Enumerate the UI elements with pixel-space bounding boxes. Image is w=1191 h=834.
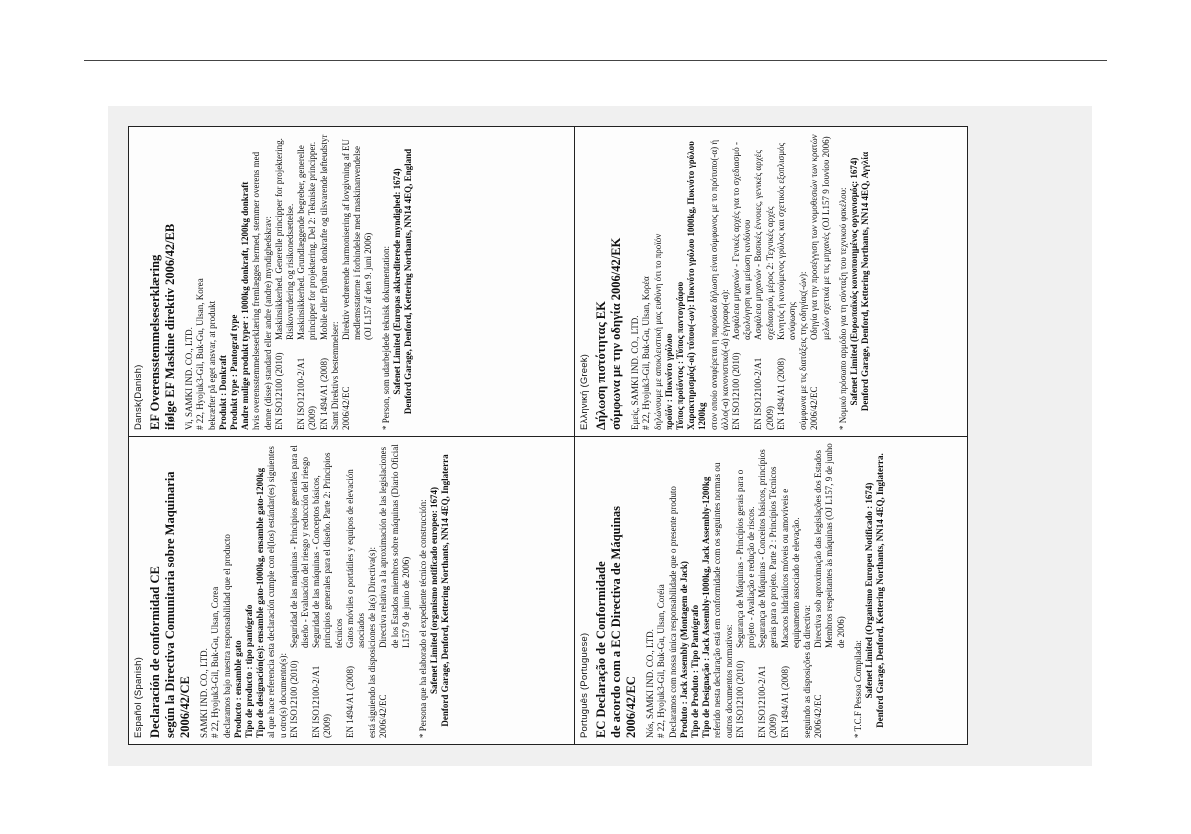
directive-code: 2006/42/EC xyxy=(341,386,352,430)
declaration-line: referido nesta declaração está em conformidade com os seguintes normas ou outros documentos normativos: xyxy=(712,462,734,738)
bottom-half xyxy=(129,437,967,744)
declaration-title: de acordo com a EC Directiva de Máquinas 2006/42/EC xyxy=(609,505,639,738)
standard-row xyxy=(274,133,296,430)
greek-declaration xyxy=(575,127,967,436)
directive-intro: σύμφωνα με τις διατάξεις της οδηγίας(-ών): xyxy=(798,271,809,430)
standard-code: EN ISO12100 (2010) xyxy=(288,660,299,738)
directive-intro: está siguiendo las disposiciones de la(s) Directiva(s): xyxy=(367,547,378,738)
declaration-line: declaramos bajo nuestra responsabilidad que el producto xyxy=(221,534,232,738)
notified-body-address: Denford Garage, Denford, Kettering Northants, NN14 4EQ, Inglaterra xyxy=(440,454,451,727)
declaration-title: ifølge EF Maskine direktiv 2006/42/EB xyxy=(163,223,178,430)
directive-row xyxy=(341,133,375,430)
notified-body: Safenet Limited (Organismo Europeu Notificado : 1674) xyxy=(864,482,875,699)
directive-description: Directiva sob aproximação das legislações dos Estados Membros respeitantes às máquinas (OJ L157, 9 de junho de 2006) xyxy=(813,443,846,648)
greek-panel xyxy=(575,127,967,436)
standard-code: EN ISO12100 (2010) xyxy=(273,352,284,430)
standard-row xyxy=(776,133,798,430)
standard-description: Seguridad de las máquinas - Principios generales para el diseño - Evaluación del riesgo y reducción del riesgo xyxy=(288,445,311,648)
directive-row xyxy=(809,133,831,430)
declaration-line: Tipo de designación(es): ensamble gato-1000kg, ensamble gato-1200kg xyxy=(255,467,266,738)
declaration-line: Produto : Jack Assembly (Montagem de Jack) xyxy=(678,561,689,738)
directive-description: Οδηγία για την προσέγγιση των νομοθεσιών των κρατών μελών σχετικά με τις μηχανές (OJ L157 9 Ιουνίου 2006) xyxy=(809,134,831,340)
portuguese-panel xyxy=(575,437,967,744)
notified-body-address: Denford Garage, Denford, Kettering Northants, NN14 4EQ, England xyxy=(403,148,414,415)
declaration-line: στον οποίο αναφέρεται η παρούσα δήλωση είναι σύμφωνος με το πρότυπο(-α) ή άλλο(-α) κανονιστικό(-ά) έγγραφο(-α): xyxy=(708,139,730,430)
top-half xyxy=(129,127,967,436)
declaration-line: Vi, SAMKI IND. CO., LTD. xyxy=(184,327,195,430)
standard-row xyxy=(345,443,367,738)
declaration-line: bekræfter på eget ansvar, at produkt xyxy=(206,300,217,430)
declaration-line: denne (disse) standard eller andre (andre) myndighedskrav: xyxy=(262,216,273,430)
standard-code: EN ISO12100-2/A1 (2009) xyxy=(753,357,775,430)
declaration-title: EF Overensstemmelseserklæring xyxy=(148,254,163,430)
directive-intro: seguindo as disposições da directiva: xyxy=(802,605,813,738)
declaration-line: # 22, Hyojuk3-Gil, Buk-Gu, Ulsan, Corea xyxy=(210,586,221,738)
standard-description: Κινητός ή κινούμενος γρύλος και σχετικός εξοπλισμός ανύψωσης xyxy=(775,142,798,340)
technical-file-person: * Νομικό πρόσωπο αρμόδιο για τη σύνταξη του τεχνικού φακέλου: xyxy=(837,187,848,430)
standard-description: Ασφάλεια μηχανών - Βασικές έννοιες, γενικές αρχές σχεδιασμού, μέρος 2: Τεχνικές αρχές xyxy=(753,150,775,340)
standard-row xyxy=(753,133,775,430)
declaration-line: hvis overensstemmelseserklæring fremlægges hermed, stemmer overens med xyxy=(251,151,262,430)
declaration-line: Produkt type : Pantograf type xyxy=(229,314,240,430)
standard-description: Seguridad de las máquinas - Conceptos básicos, principios generales para el diseño. Parte 2: Principios técnicos xyxy=(311,452,344,648)
declaration-line: Tipo de producto : tipo pantógrafo xyxy=(244,604,255,738)
standard-description: Gatos móviles o portátiles y equipos de elevación asociados xyxy=(344,469,367,648)
declaration-title: EC Declaração de Conformidade xyxy=(594,561,609,738)
standard-row xyxy=(757,443,779,738)
standard-row xyxy=(311,443,345,738)
standard-code: EN 1494/A1 (2008) xyxy=(344,666,355,738)
language-label: Dansk(Danish) xyxy=(133,364,144,430)
standard-row xyxy=(735,443,757,738)
directive-description: Directiva relativa a la aproximación de las legislaciones de los Estados miembros sobre máquinas (Diario Oficial L157 9 de junio de 2006) xyxy=(378,444,411,648)
declaration-title: según la Directiva Comunitaria sobre Maquinaria 2006/42/CE xyxy=(163,471,193,738)
declaration-title: Declaración de conformidad CE xyxy=(148,566,163,738)
declaration-line: Εμείς, SAMKI IND. CO., LTD. xyxy=(630,315,641,430)
standard-row xyxy=(780,443,802,738)
declaration-line: # 22, Hyojuk3-Gil, Buk-Gu, Ulsan, Coréia xyxy=(656,584,667,738)
directive-row xyxy=(813,443,847,738)
declaration-sheet xyxy=(128,126,968,745)
technical-file-person: * T.C.F Pessoa Compilada: xyxy=(852,640,863,738)
declaration-line: Χαρακτηρισμός(-οί) τύπου(-ων): Πυκνότο γρύλου 1000kg, Πυκνότο γρύλου 1200kg xyxy=(686,141,708,430)
notified-body: Safenet Limited (Europas akkrediterede myndighed: 1674) xyxy=(391,168,402,395)
directive-intro: Samt Direktivs bestemmelser: xyxy=(329,321,340,430)
declaration-title: σύμφωνα με την οδηγία 2006/42/ΕΚ xyxy=(609,237,624,430)
scanned-page xyxy=(108,106,1092,766)
declaration-line: Tipo de Produto : Tipo Pantógrafo xyxy=(690,604,701,738)
technical-file-person: * Person, som udarbejdede teknisk dokumentation: xyxy=(380,246,391,430)
declaration-line: Nós, SAMKI IND. CO., LTD. xyxy=(645,629,656,738)
spanish-panel xyxy=(129,437,574,744)
declaration-line: # 22, Hyojuk3-Gil, Buk-Gu, Ulsan, Korea xyxy=(195,278,206,430)
standard-row xyxy=(296,133,318,430)
directive-code: 2006/42/EC xyxy=(813,694,824,738)
notified-body: Safenet Limited (Ευρωπαϊκός κοινοποιημένος οργανισμός: 1674) xyxy=(849,157,860,406)
top-rule xyxy=(84,60,1107,61)
standard-description: Ασφάλεια μηχανών - Γενικές αρχές για το σχεδιασμό - αξιολόγηση και μείωση κινδύνου xyxy=(731,142,753,340)
standard-description: Macacos hidráulicos móveis ou amovíveis e equipamento associado de elevação. xyxy=(779,488,801,648)
standard-row xyxy=(731,133,753,430)
notified-body-address: Denford Garage, Denford, Kettering Northants, NN14 4EQ, Αγγλία xyxy=(860,151,871,412)
declaration-line: al que hace referencia esta declaración cumple con el(los) estándar(es) siguientes u otro(s) documento(s): xyxy=(266,446,288,738)
directive-description: Direktiv vedrørende harmonisering af lovgivning af EU medlemsstaterne i forbindelse med maskinanvendelse (OJ L157 af den 9. juni 2006) xyxy=(341,139,374,340)
spanish-declaration xyxy=(129,437,574,744)
standard-code: EN ISO12100 (2010) xyxy=(731,352,742,430)
notified-body: Safenet Limited (organismo notificado europeo: 1674) xyxy=(429,486,440,695)
standard-description: Maskinsikkerhed. Grundlæggende begreber, generelle principper for projektering. Del 2: Tekniske principper. xyxy=(296,141,318,340)
standard-row xyxy=(319,133,330,430)
danish-declaration xyxy=(129,127,574,436)
declaration-line: Andre mulige produkt typer : 1000kg donkraft, 1200kg donkraft xyxy=(240,181,251,430)
directive-code: 2006/42/EC xyxy=(378,694,389,738)
standard-code: EN ISO12100-2/A1 (2009) xyxy=(757,665,779,738)
directive-row xyxy=(378,443,412,738)
declaration-line: προϊόν : Πυκνότο γρύλου xyxy=(663,333,674,430)
declaration-line: SAMKI IND. CO., LTD. xyxy=(199,648,210,738)
declaration-line: # 22, Hyojuk3-Gil, Buk-Gu, Ulsan, Κορέα xyxy=(641,276,652,430)
language-label: Ελληνική (Greek) xyxy=(579,353,590,430)
technical-file-person: * Persona que ha elaborado el expediente técnico de construcción: xyxy=(418,499,429,738)
language-label: Português (Portuguese) xyxy=(579,632,590,738)
standard-row xyxy=(289,443,311,738)
standard-code: EN 1494/A1 (2008) xyxy=(779,666,790,738)
declaration-title: Δήλωση πιστότητας ΕΚ xyxy=(594,301,609,430)
declaration-line: Declaramos com nossa única responsabilidade que o presente produto xyxy=(667,486,678,738)
standard-description: Mobile eller flytbare donkrafte og tilsvarende løfteudstyr xyxy=(318,134,329,340)
standard-code: EN ISO12100-2/A1 (2009) xyxy=(296,357,318,430)
notified-body-address: Denford Garage, Denford, Kettering Northants, NN14 4EQ, Inglaterra. xyxy=(875,453,886,728)
directive-code: 2006/42/EC xyxy=(809,386,820,430)
standard-code: EN 1494/A1 (2008) xyxy=(775,358,786,430)
standard-code: EN ISO12100 (2010) xyxy=(734,660,745,738)
declaration-line: Tipo de Designação : Jack Assembly-1000kg, Jack Assembly-1200kg xyxy=(701,476,712,738)
declaration-line: Produkt : Donkraft xyxy=(217,355,228,430)
standard-description: Segurança de Máquinas - Conceitos básicos, princípios gerais para o projeto. Parte 2 : Princípios Técnicos xyxy=(757,449,779,648)
danish-panel xyxy=(129,127,574,436)
declaration-line: Τύπος προϊόντος : Τύπος παντογράφου xyxy=(675,281,686,430)
declaration-line: Producto : ensamble gato xyxy=(232,640,243,738)
standard-code: EN ISO12100-2/A1 (2009) xyxy=(311,665,333,738)
declaration-line: δηλώνουμε με αποκλειστική μας ευθύνη ότι το προϊόν xyxy=(652,233,663,430)
standard-description: Maskinsikkerhed. Generelle principper for projektering. Risikovurdering og risikonedsættelse. xyxy=(273,138,296,340)
language-label: Español (Spanish) xyxy=(133,656,144,738)
standard-description: Segurança de Máquinas - Princípios gerais para o projeto - Avaliação e redução de riscos. xyxy=(734,469,757,648)
standard-code: EN 1494/A1 (2008) xyxy=(318,358,329,430)
portuguese-declaration xyxy=(575,437,967,744)
